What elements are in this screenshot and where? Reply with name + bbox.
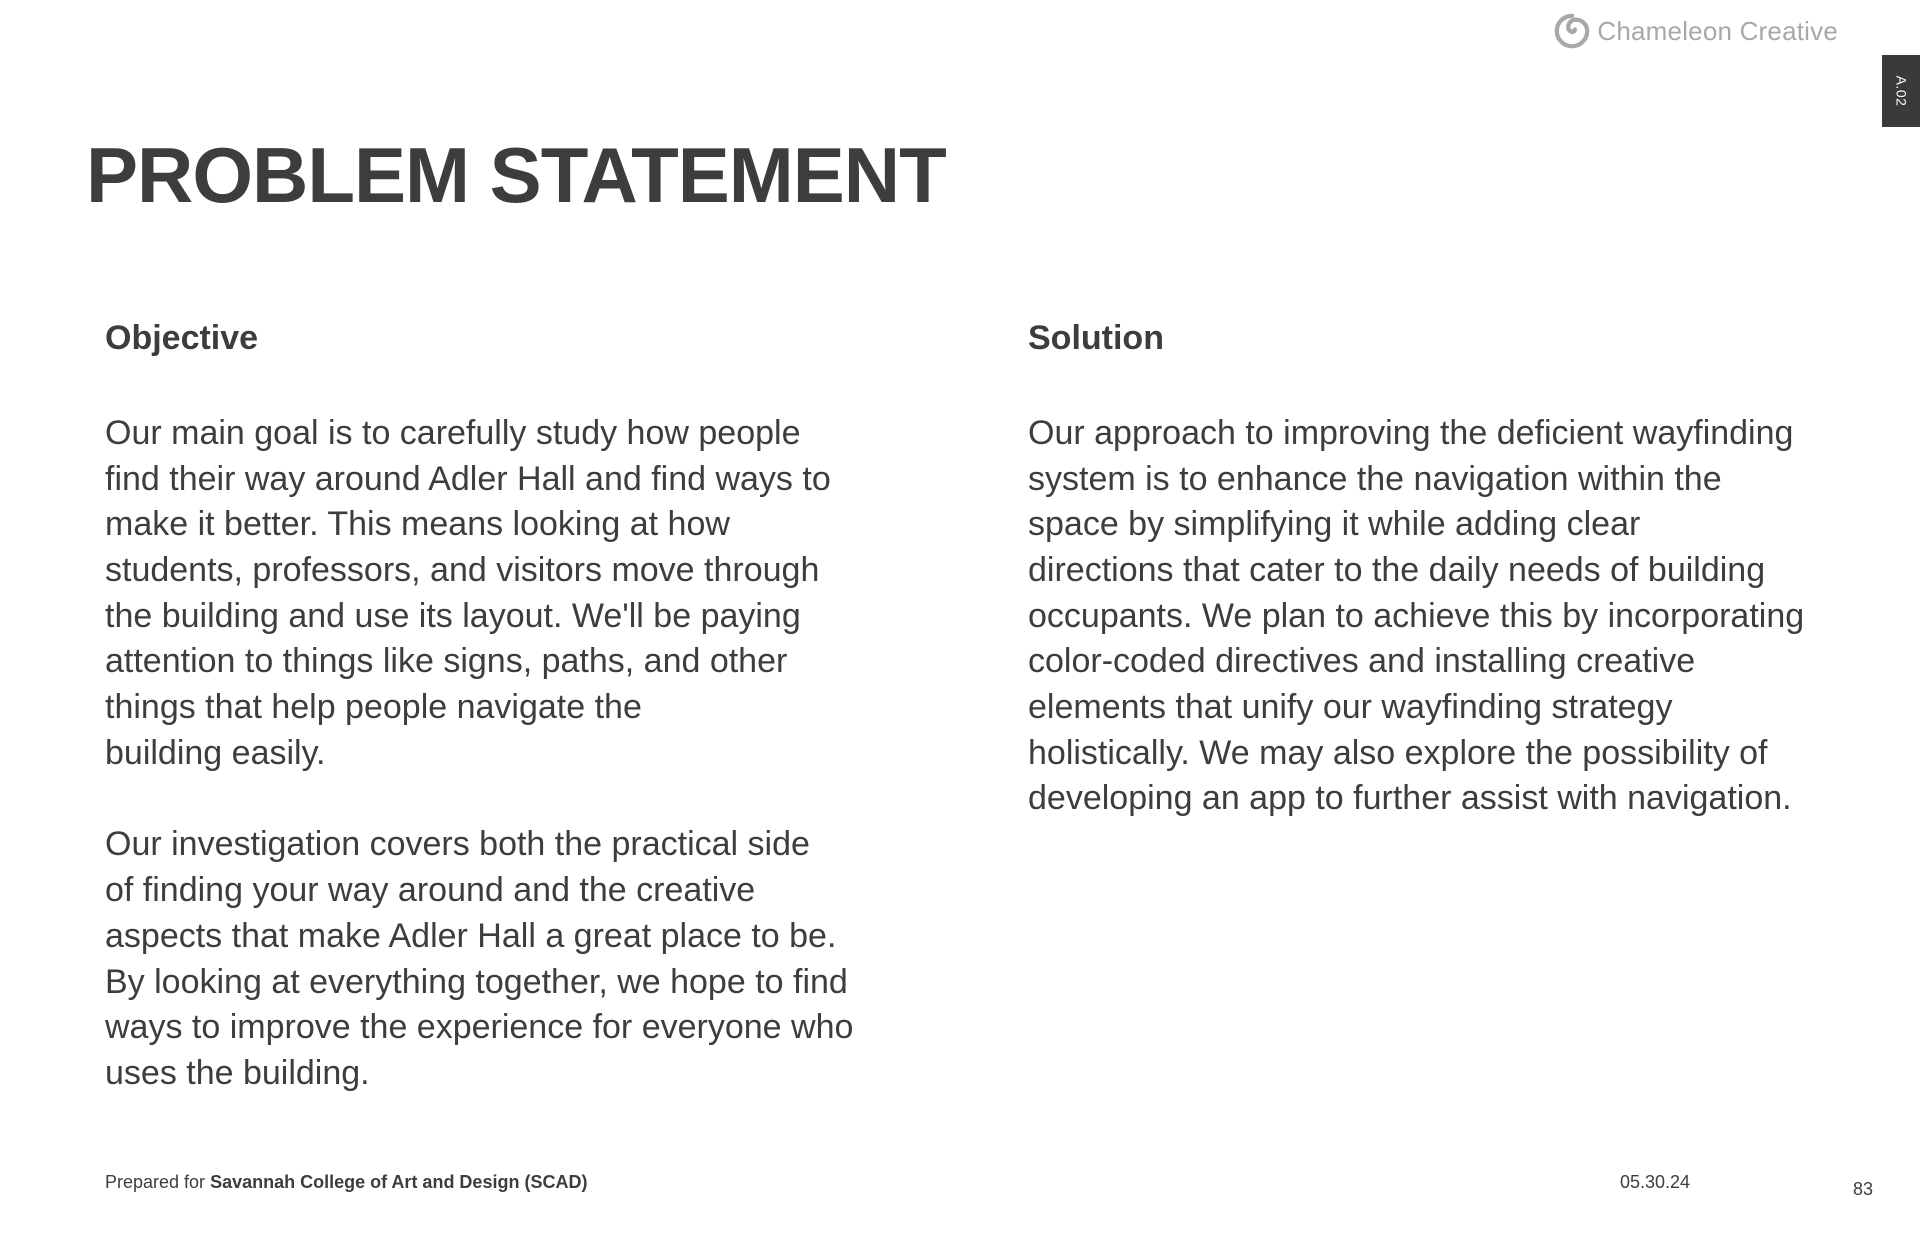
- footer-client-name: Savannah College of Art and Design (SCAD): [210, 1172, 588, 1192]
- solution-heading: Solution: [1028, 319, 1164, 357]
- page-number: 83: [1853, 1179, 1874, 1199]
- brand-name: Chameleon Creative: [1597, 15, 1838, 46]
- objective-paragraph-1: Our main goal is to carefully study how people find their way around Adler Hall and find ways to make it better. This means looking at how students, professors, and visitors move through the building and use its layout. We'll be paying attention to things like signs, paths, and other things that help people navigate the building easily.: [105, 413, 831, 772]
- brand-logo: [1553, 12, 1838, 50]
- section-tab-label: A.02: [1893, 75, 1909, 107]
- objective-column: [105, 318, 935, 1143]
- footer-prepared-for: [105, 1172, 587, 1193]
- solution-paragraph-1: Our approach to improving the deficient wayfinding system is to enhance the navigation within the space by simplifying it while adding clear directions that cater to the daily needs of building occupants. We plan to achieve this by incorporating color-coded directives and installing creative elements that unify our wayfinding strategy holistically. We may also explore the possibility of developing an app to further assist with navigation.: [1028, 413, 1805, 818]
- objective-heading: Objective: [105, 319, 259, 357]
- solution-column: [1028, 318, 1858, 868]
- page-title: PROBLEM STATEMENT: [86, 131, 946, 219]
- spiral-icon: [1553, 12, 1591, 50]
- section-tab: [1882, 55, 1920, 127]
- footer-date: 05.30.24: [1620, 1172, 1691, 1192]
- objective-paragraph-2: Our investigation covers both the practical side of finding your way around and the creative aspects that make Adler Hall a great place to be. By looking at everything together, we hope to find ways to improve the experience for everyone who uses the building.: [105, 825, 854, 1092]
- footer-prepared-prefix: Prepared for: [105, 1172, 211, 1192]
